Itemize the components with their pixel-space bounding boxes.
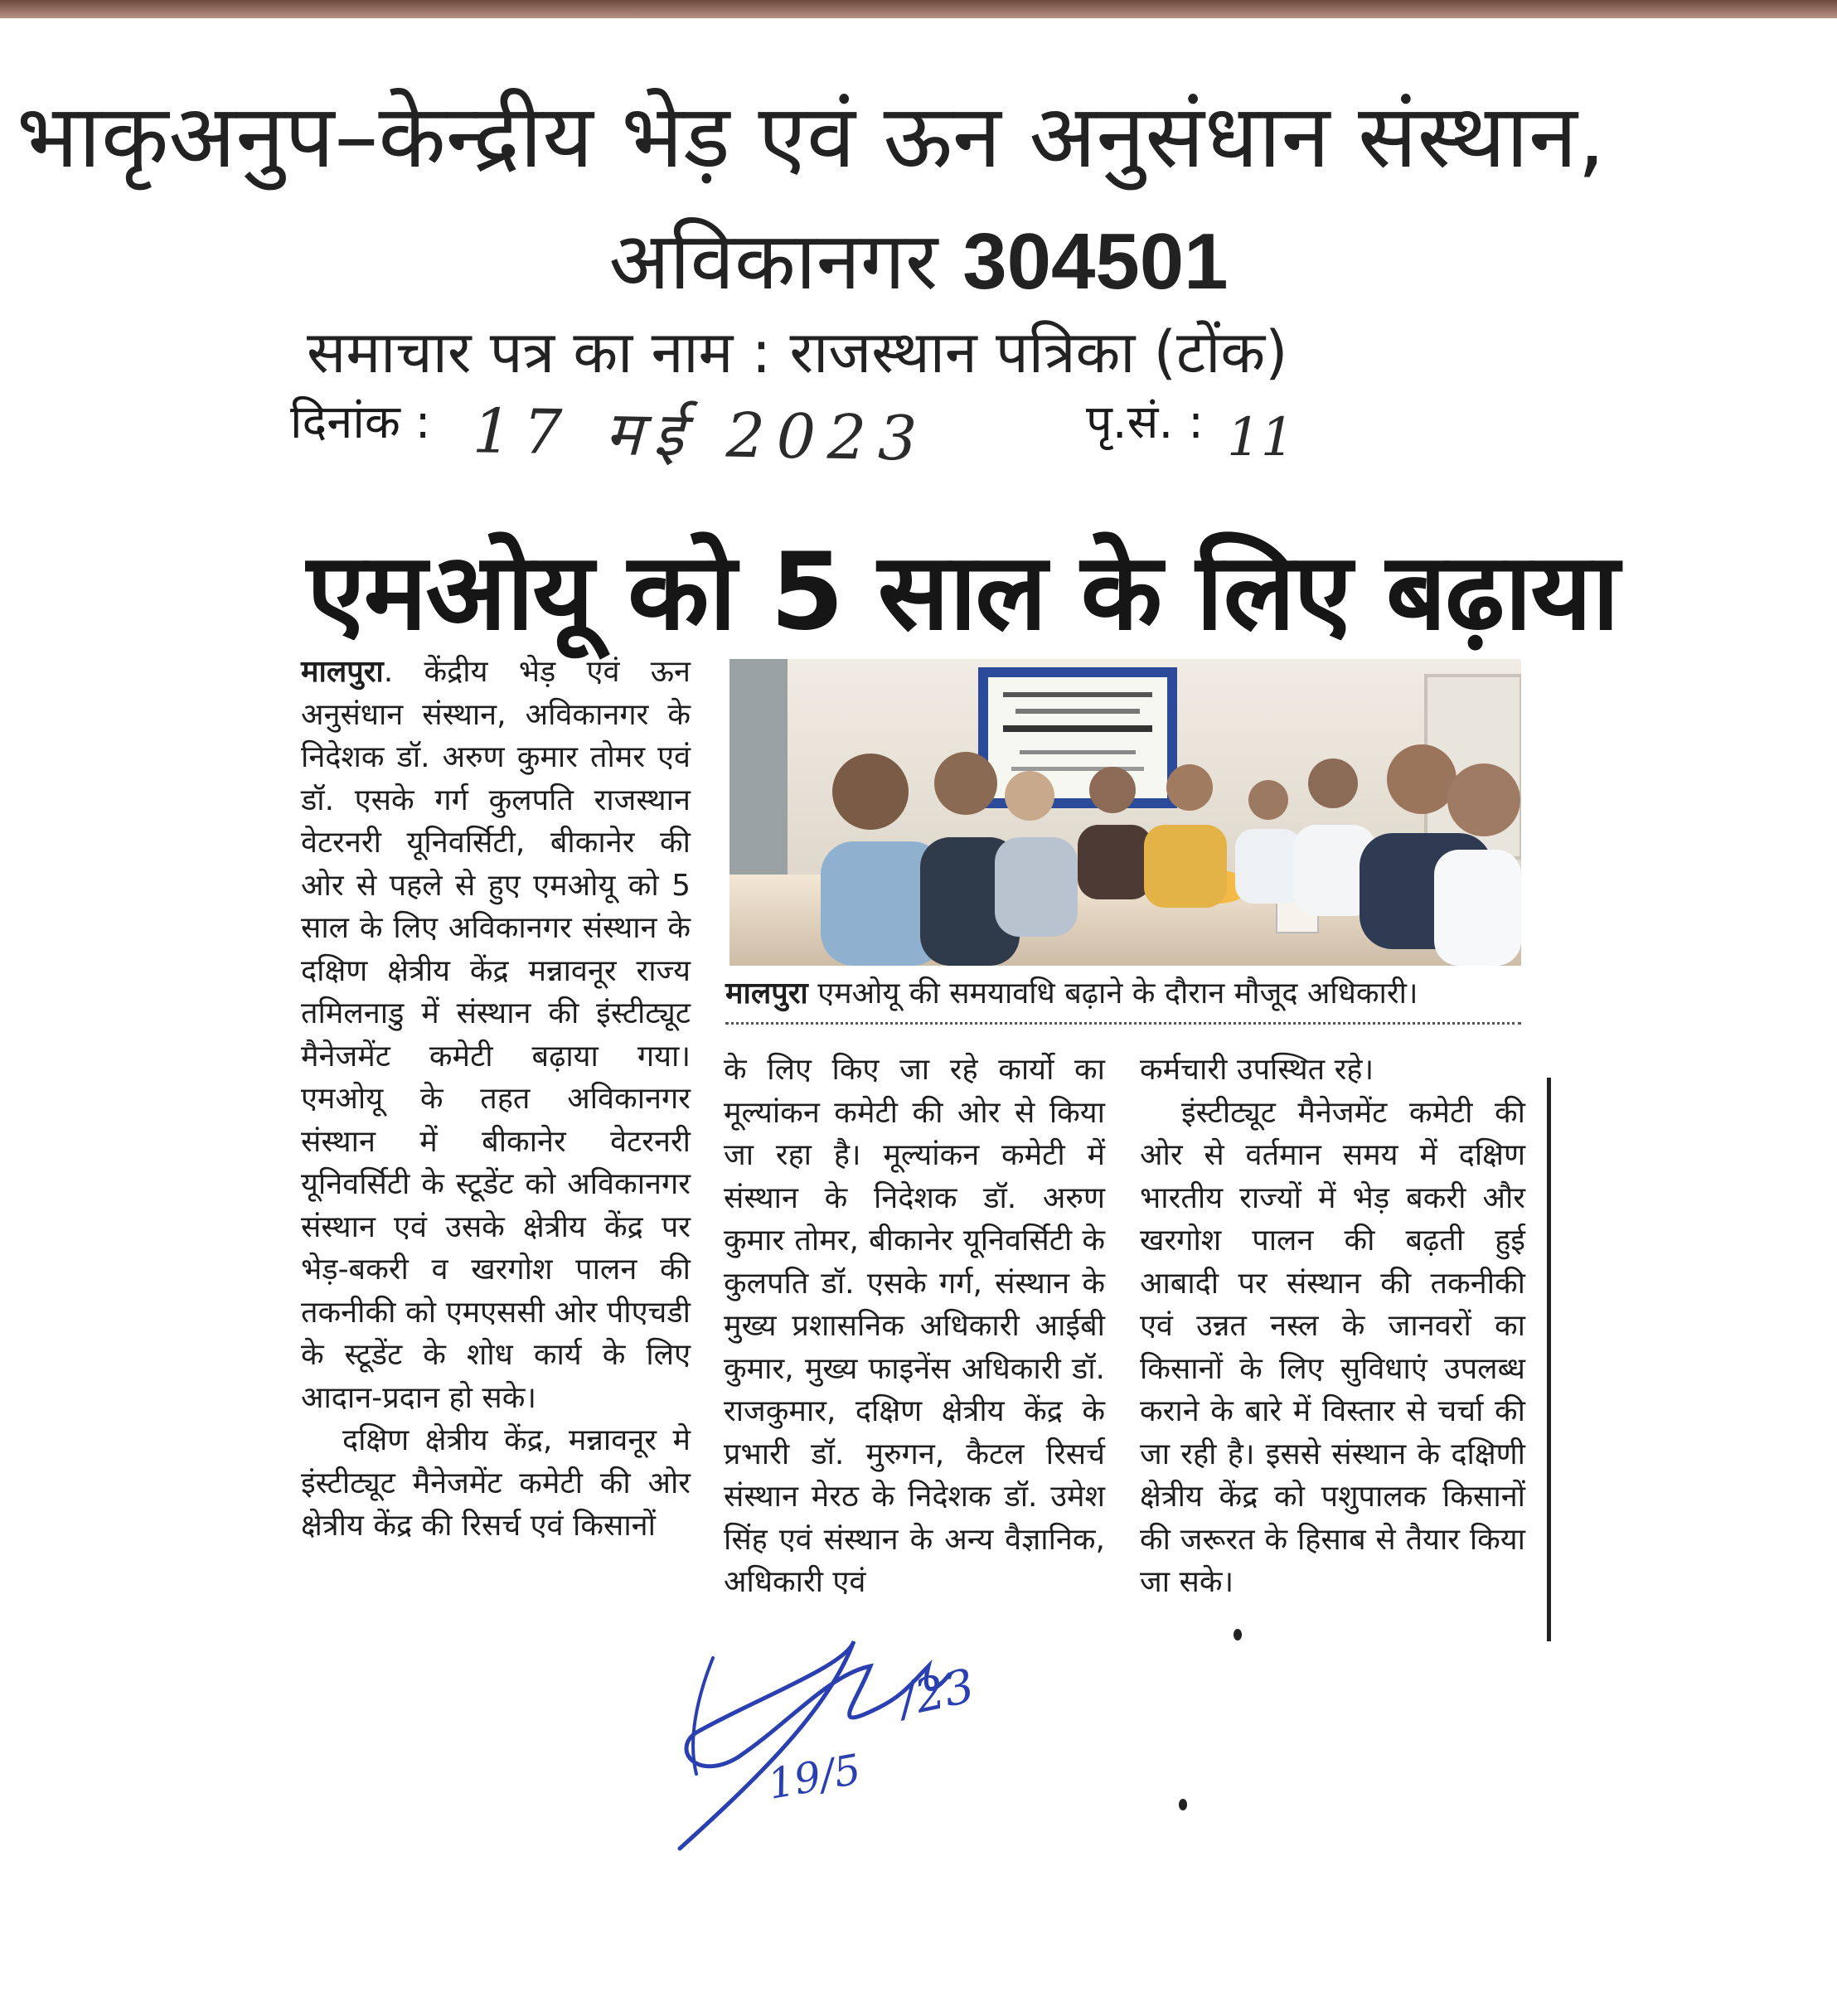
date-label: दिनांक : <box>290 395 431 449</box>
article-column-1 <box>301 651 691 1548</box>
article-paragraph: के लिए किए जा रहे कार्यो का मूल्यांकन कमेटी की ओर से किया जा रहा है। मूल्यांकन कमेटी में संस्थान के निदेशक डॉ. अरुण कुमार तोमर, बीकानेर यूनिवर्सिटी के कुलपति डॉ. एसके गर्ग, संस्थान के मुख्य प्रशासनिक अधिकारी आईबी कुमार, मुख्य फाइनेंस अधिकारी डॉ. राजकुमार, दक्षिण क्षेत्रीय केंद्र के प्रभारी डॉ. मुरुगन, कैटल रिसर्च संस्थान मेरठ के निदेशक डॉ. उमेश सिंह एवं संस्थान के अन्य वैज्ञानिक, अधिकारी एवं <box>724 1053 1105 1599</box>
svg-text:/23: /23 <box>894 1659 980 1728</box>
article-paragraph: दक्षिण क्षेत्रीय केंद्र, मन्नावनूर मे इंस्टीट्यूट मैनेजमेंट कमेटी की ओर क्षेत्रीय केंद्र की रिसर्च एवं किसानों <box>301 1423 691 1543</box>
page-number-label: पृ.सं. : <box>1086 395 1204 449</box>
date-page-row <box>290 390 1368 481</box>
article-paragraph <box>301 651 691 1419</box>
institute-name: भाकृअनुप–केन्द्रीय भेड़ एवं ऊन अनुसंधान संस्थान, <box>17 85 1606 187</box>
caption-text: एमओयू की समयावधि बढ़ाने के दौरान मौजूद अधिकारी। <box>807 976 1418 1010</box>
ink-speck <box>1179 1799 1187 1810</box>
svg-text:19/5: 19/5 <box>764 1745 865 1809</box>
scan-top-edge <box>0 0 1837 18</box>
article-headline: एमओयू को 5 साल के लिए बढ़ाया <box>307 531 1618 654</box>
handwritten-date: 17 मई 2023 <box>472 395 929 475</box>
newspaper-name: राजस्थान पत्रिका (टोंक) <box>789 318 1288 386</box>
newspaper-label: समाचार पत्र का नाम : <box>307 318 772 386</box>
institute-pin: 304501 <box>962 217 1229 306</box>
caption-dateline: मालपुरा <box>725 976 808 1010</box>
article-column-3 <box>1140 1049 1525 1604</box>
article-dateline: मालपुरा <box>301 655 384 689</box>
newspaper-name-line <box>307 315 1287 390</box>
article-text: . केंद्रीय भेड़ एवं ऊन अनुसंधान संस्थान, अविकानगर के निदेशक डॉ. अरुण कुमार तोमर एवं डॉ. एसके गर्ग कुलपति राजस्थान वेटरनरी यूनिवर्सिटी, बीकानेर की ओर से पहले से हुए एमओयू को 5 साल के लिए अविकानगर संस्थान के दक्षिण क्षेत्रीय केंद्र मन्नावनूर राज्य तमिलनाडु में संस्थान की इंस्टीट्यूट मैनेजमेंट कमेटी बढ़ाया गया। एमओयू के तहत अविकानगर संस्थान में बीकानेर वेटरनरी यूनिवर्सिटी के स्टूडेंट को अविकानगर संस्थान एवं उसके क्षेत्रीय केंद्र पर भेड़-बकरी व खरगोश पालन की तकनीकी को एमएससी ओर पीएचडी के स्टूडेंट के शोध कार्य के लिए आदान-प्रदान हो सके। <box>301 655 691 1415</box>
column-rule <box>1547 1078 1551 1641</box>
institute-place: अविकानगर <box>608 215 938 308</box>
handwritten-signature <box>663 1608 1094 1857</box>
ink-speck <box>1234 1629 1242 1640</box>
article-paragraph: इंस्टीट्यूट मैनेजमेंट कमेटी की ओर से वर्तमान समय में दक्षिण भारतीय राज्यों में भेड़ बकरी और खरगोश पालन की बढ़ती हुई आबादी पर संस्थान की तकनीकी एवं उन्नत नस्ल के जानवरों का किसानों के लिए सुविधाएं उपलब्ध कराने के बारे में विस्तार से चर्चा की जा रही है। इससे संस्थान के दक्षिणी क्षेत्रीय केंद्र को पशुपालक किसानों की जरूरत के हिसाब से तैयार किया जा सके। <box>1140 1095 1525 1599</box>
article-photo <box>729 659 1521 966</box>
handwritten-page-number: 11 <box>1227 407 1295 468</box>
photo-caption <box>725 974 1521 1025</box>
article-column-2 <box>724 1049 1105 1604</box>
article-paragraph: कर्मचारी उपस्थित रहे। <box>1140 1053 1374 1087</box>
institute-location <box>0 211 1837 312</box>
